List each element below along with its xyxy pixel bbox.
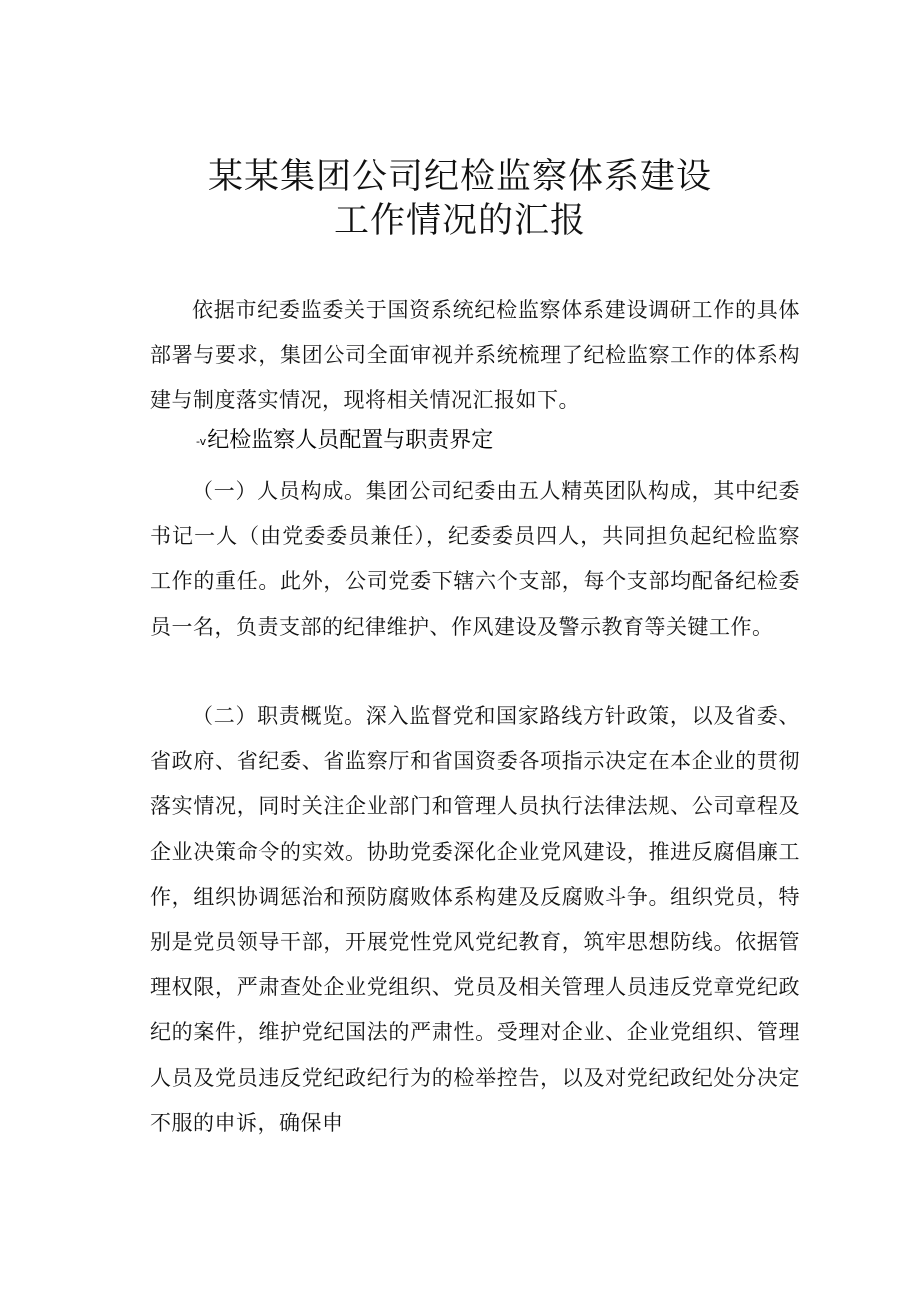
section-heading [196,423,493,460]
document-title-line-2: 工作情况的汇报 [333,201,586,241]
staffing-paragraph: （一）人员构成。集团公司纪委由五人精英团队构成，其中纪委书记一人（由党委委员兼任），纪委委员四人，共同担负起纪检监察工作的重任。此外，公司党委下辖六个支部，每个支部均配备纪检委员一名，负责支部的纪律维护、作风建设及警示教育等关键工作。 [150,479,800,639]
section-marker: -v [196,435,207,448]
duties-paragraph: （二）职责概览。深入监督党和国家路线方针政策，以及省委、省政府、省纪委、省监察厅和省国资委各项指示决定在本企业的贯彻落实情况，同时关注企业部门和管理人员执行法律法规、公司章程及企业决策命令的实效。协助党委深化企业党风建设，推进反腐倡廉工作，组织协调惩治和预防腐败体系构建及反腐败斗争。组织党员，特别是党员领导干部，开展党性党风党纪教育，筑牢思想防线。依据管理权限，严肃查处企业党组织、党员及相关管理人员违反党章党纪政纪的案件，维护党纪国法的严肃性。受理对企业、企业党组织、管理人员及党员违反党纪政纪行为的检举控告，以及对党纪政纪处分决定不服的申诉，确保申 [150,704,800,1135]
intro-paragraph: 依据市纪委监委关于国资系统纪检监察体系建设调研工作的具体部署与要求，集团公司全面审视并系统梳理了纪检监察工作的体系构建与制度落实情况，现将相关情况汇报如下。 [150,298,800,413]
document-title-line-1: 某某集团公司纪检监察体系建设 [207,157,712,197]
section-heading-text: 纪检监察人员配置与职责界定 [207,428,494,453]
